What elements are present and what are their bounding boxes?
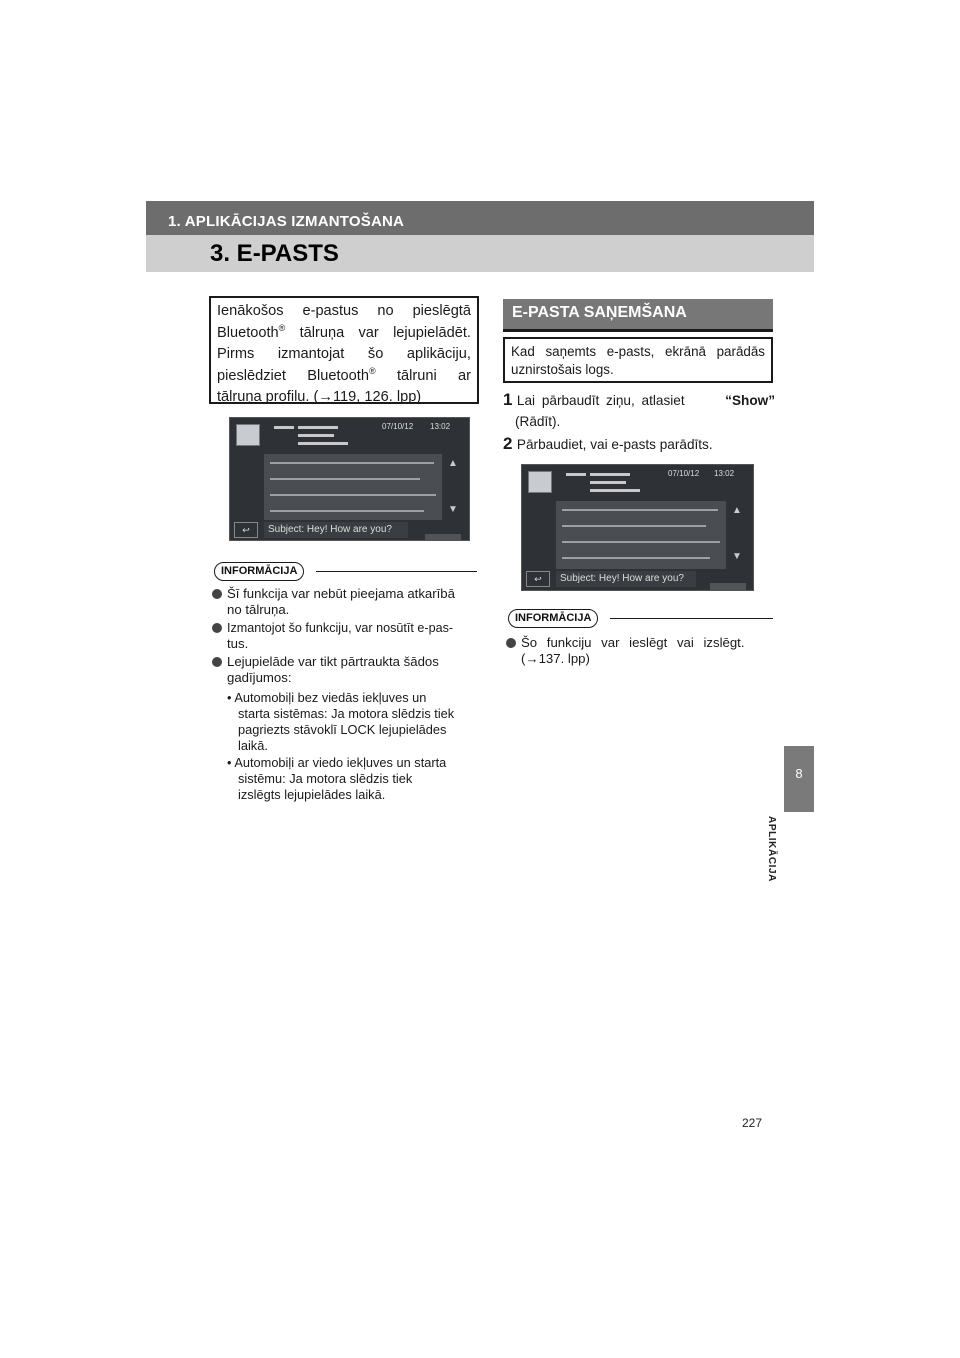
page-title: 3. E-PASTS [210,240,339,267]
page-title-bar [146,235,814,272]
screen-date: 07/10/12 [382,422,414,431]
lead-box [503,337,773,383]
intro-word: šo [367,346,384,362]
info-rule [316,571,477,572]
bullet-dot-icon [212,623,222,633]
intro-word: Ienākošos [217,303,284,319]
intro-word: Bluetooth® [307,365,376,384]
section-header-bar [146,201,814,235]
step-number: 2 [503,434,513,453]
intro-word: Pirms [217,346,255,362]
info-badge: INFORMĀCIJA [508,609,598,628]
screen-time: 13:02 [714,469,735,478]
intro-word: aplikāciju, [406,346,471,362]
bullet-dot-icon [506,638,516,648]
bullet-text: Šī funkcija var nebūt pieejama atkarībā [227,586,455,601]
chapter-tab [784,746,814,812]
email-screen-image [229,417,470,541]
intro-word: Bluetooth® [217,322,286,341]
info-bullet-right [506,635,774,669]
sub-bullet-text: • Automobiļi bez viedās iekļuves un [227,690,427,705]
step-2 [503,434,775,454]
sub-bullet-text: izslēgts lejupielādes laikā. [238,787,386,802]
intro-line-2 [217,323,471,345]
info-bullet-1 [212,586,482,620]
bullet-text: gadījumos: [227,670,292,685]
intro-word: tālruni [396,367,437,384]
subsection-rule [503,329,773,332]
scroll-up-icon: ▲ [448,458,458,469]
message-body [264,454,442,520]
intro-line-5 [217,387,471,409]
sub-bullet-text: pagriezts stāvoklī LOCK lejupielādes [238,722,447,737]
bullet-text: tus. [227,636,249,651]
email-app-icon [528,471,552,493]
info-sub-bullet-2 [227,755,482,805]
bullet-text: Lejupielāde var tikt pārtraukta šādos [227,654,439,669]
intro-word: ar [458,367,471,384]
intro-line-4 [217,366,471,388]
intro-word: tālruņa profilu. (→119, 126. lpp) [217,389,422,405]
intro-line-3 [217,344,471,366]
bullet-text: (→137. lpp) [521,651,590,666]
scroll-up-icon: ▲ [732,505,742,516]
email-screen-image [521,464,754,591]
lead-line: uznirstošais logs. [511,362,614,377]
step-option: “Show” [725,393,775,408]
step-1 [503,390,775,429]
intro-word: pieslēgtā [412,303,471,319]
intro-line-1 [217,301,471,323]
subsection-title: E-PASTA SAŅEMŠANA [512,304,687,321]
step-text: (Rādīt). [515,414,561,429]
screen-time: 13:02 [430,422,451,431]
step-number: 1 [503,390,513,409]
intro-word: izmantojat [277,346,345,362]
sub-bullet-text: • Automobiļi ar viedo iekļuves un starta [227,755,447,770]
back-icon: ↩ [234,522,258,538]
bullet-text: no tālruņa. [227,602,290,617]
lead-line: Kad saņemts e-pasts, ekrānā parādās [511,344,765,359]
section-header-text: 1. APLIKĀCIJAS IZMANTOŠANA [168,213,405,230]
scroll-down-icon: ▼ [448,504,458,515]
email-subject: Subject: Hey! How are you? [264,522,408,538]
sub-bullet-text: sistēmu: Ja motora slēdzis tiek [238,771,413,786]
bullet-dot-icon [212,657,222,667]
intro-word: tālruņa [299,324,345,341]
screen-button [425,534,461,541]
screen-date: 07/10/12 [668,469,700,478]
message-body [556,501,726,569]
sub-bullet-text: laikā. [238,738,268,753]
email-app-icon [236,424,260,446]
chapter-label-text: APLIKĀCIJA [765,816,777,883]
bullet-text: Izmantojot šo funkciju, var nosūtīt e-pas- [227,621,454,635]
info-bullet-3 [212,654,482,688]
intro-word: pieslēdziet [217,367,286,384]
sender-info [268,422,398,454]
step-text: Pārbaudiet, vai e-pasts parādīts. [516,437,713,452]
intro-word: lejupielādēt. [393,324,471,341]
subsection-header [503,299,773,329]
intro-word: var [358,324,379,341]
intro-word: e-pastus [302,303,359,319]
chapter-label [765,816,808,906]
bullet-dot-icon [212,589,222,599]
info-rule [610,618,773,619]
step-text: Lai pārbaudīt ziņu, atlasiet [516,393,685,408]
back-icon: ↩ [526,571,550,587]
info-bullet-2 [212,620,482,654]
info-sub-bullet-1 [227,690,482,756]
bullet-text: Šo funkciju var ieslēgt vai izslēgt. [521,635,745,650]
scroll-control [448,458,462,538]
page-number: 227 [742,1116,763,1130]
intro-word: no [377,303,394,319]
intro-box [209,296,479,404]
scroll-control [732,505,746,585]
arrow-right-icon: → [318,389,333,405]
sub-bullet-text: starta sistēmas: Ja motora slēdzis tiek [238,706,455,721]
info-badge: INFORMĀCIJA [214,562,304,581]
screen-button [710,583,746,590]
registered-mark: ® [278,322,286,333]
registered-mark: ® [368,365,376,376]
chapter-number: 8 [795,766,803,781]
email-subject: Subject: Hey! How are you? [556,571,696,587]
scroll-down-icon: ▼ [732,551,742,562]
